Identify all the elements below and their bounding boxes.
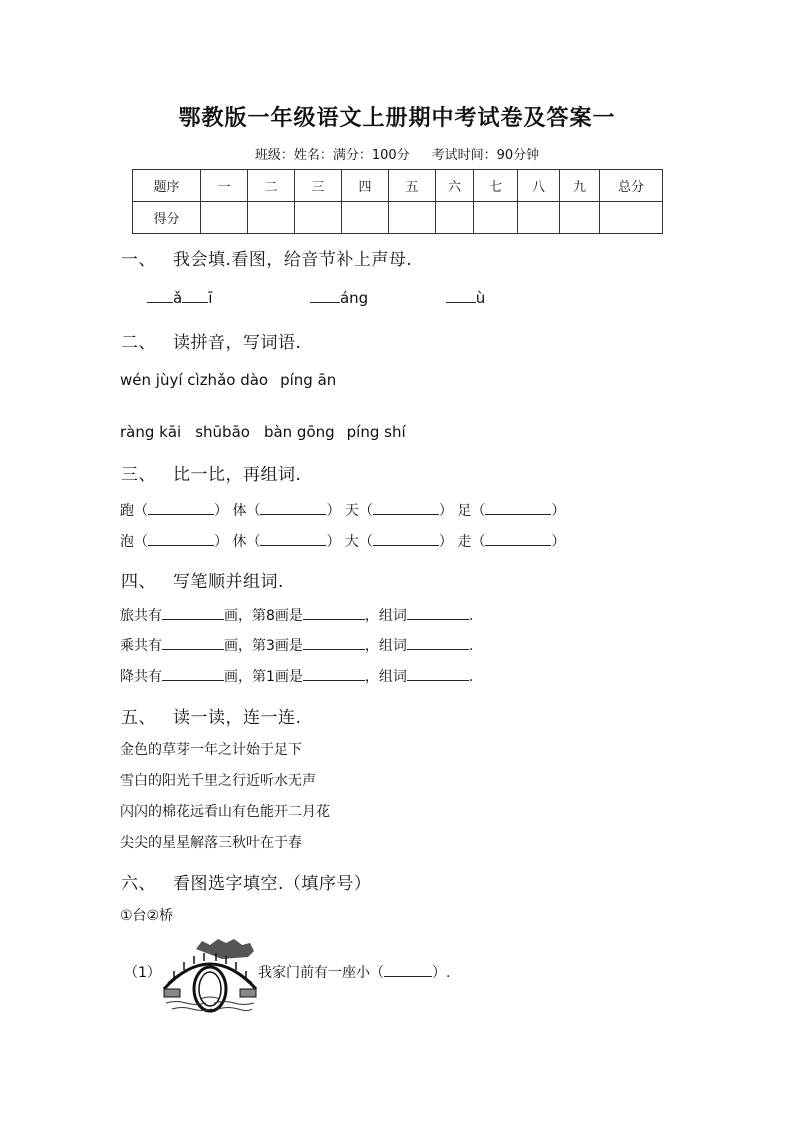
char: 足 — [457, 503, 472, 519]
paren: （ — [471, 534, 486, 550]
answer-blank[interactable] — [162, 605, 224, 620]
score-cell[interactable] — [201, 202, 248, 234]
pinyin-word: zhǎo dào — [199, 371, 269, 389]
bridge-illustration — [162, 937, 258, 1015]
pinyin-word: bāo — [222, 423, 250, 441]
paren: ） — [326, 534, 341, 550]
s6-question-1-number: （1） — [124, 965, 161, 981]
score-header-cell: 八 — [518, 170, 560, 202]
paren: （ — [471, 503, 486, 519]
section-number: 一、 — [121, 250, 156, 270]
char: 走 — [457, 534, 472, 550]
score-cell[interactable] — [389, 202, 436, 234]
answer-blank[interactable] — [407, 605, 469, 620]
section-number: 六、 — [121, 874, 156, 894]
exam-info — [0, 144, 794, 163]
pinyin-word: ràng kāi — [120, 423, 182, 441]
answer-blank[interactable] — [407, 635, 469, 650]
s2-pinyin-row-1 — [120, 371, 336, 389]
s5-match-line: 金色的草芽一年之计始于足下 — [120, 742, 302, 758]
s5-match-line: 雪白的阳光千里之行近听水无声 — [120, 773, 316, 789]
pinyin-word: shū — [195, 423, 223, 441]
prompt-text: . — [468, 608, 474, 624]
pinyin-word: bàn gōng — [263, 423, 335, 441]
s1-pinyin-blanks — [147, 288, 485, 307]
pinyin-final: ī — [208, 289, 213, 307]
score-cell[interactable] — [518, 202, 560, 234]
score-cell[interactable] — [474, 202, 518, 234]
answer-blank[interactable] — [310, 288, 340, 303]
pinyin-final: áng — [339, 289, 369, 307]
char: 跑 — [120, 503, 134, 519]
answer-blank[interactable] — [373, 531, 439, 546]
section-3-heading — [121, 460, 301, 485]
section-title: 写笔顺并组词. — [173, 572, 284, 592]
char: 泡 — [120, 534, 134, 550]
pinyin-word: píng shí — [346, 423, 406, 441]
score-cell[interactable] — [248, 202, 295, 234]
answer-blank[interactable] — [260, 500, 326, 515]
pinyin-word: yí cì — [169, 371, 200, 389]
prompt-text: 画，第3画是 — [224, 638, 303, 654]
score-table — [132, 169, 663, 234]
score-header-cell: 六 — [436, 170, 474, 202]
score-row-label: 得分 — [133, 202, 201, 234]
answer-blank[interactable] — [303, 605, 365, 620]
s2-pinyin-row-2 — [120, 423, 406, 441]
s4-stroke-line — [120, 605, 473, 625]
question-text: 我家门前有一座小（ — [258, 965, 384, 981]
pinyin-word: wén jù — [120, 371, 170, 389]
s6-question-1 — [258, 962, 450, 982]
answer-blank[interactable] — [485, 531, 551, 546]
score-header-cell: 总分 — [600, 170, 663, 202]
section-title: 读拼音，写词语. — [173, 333, 302, 353]
paren: （ — [246, 534, 261, 550]
s3-compare-row-2 — [120, 531, 565, 551]
score-header-cell: 四 — [342, 170, 389, 202]
answer-blank[interactable] — [162, 666, 224, 681]
prompt-text: . — [468, 638, 474, 654]
prompt-text: ，组词 — [364, 638, 407, 654]
score-cell[interactable] — [436, 202, 474, 234]
char: 体 — [232, 503, 247, 519]
section-4-heading — [121, 567, 284, 592]
score-cell[interactable] — [560, 202, 600, 234]
paren: ） — [551, 503, 566, 519]
prompt-text: 旅共有 — [120, 608, 162, 624]
score-cell[interactable] — [342, 202, 389, 234]
section-number: 四、 — [121, 572, 156, 592]
pinyin-final: ǎ — [173, 289, 183, 307]
exam-time-label: 考试时间：90分钟 — [431, 148, 540, 163]
score-table-score-row — [133, 202, 663, 234]
s6-options: ①台②桥 — [120, 908, 174, 924]
answer-blank[interactable] — [303, 666, 365, 681]
page-title: 鄂教版一年级语文上册期中考试卷及答案一 — [178, 105, 616, 131]
score-header-cell: 七 — [474, 170, 518, 202]
prompt-text: 降共有 — [120, 669, 162, 685]
s4-stroke-line — [120, 635, 473, 655]
section-title: 看图选字填空.（填序号） — [173, 874, 372, 894]
section-2-heading — [121, 328, 301, 353]
char: 大 — [344, 534, 359, 550]
class-name-score-label: 班级：姓名：满分：100分 — [254, 148, 410, 163]
section-number: 二、 — [121, 333, 156, 353]
prompt-text: 画，第8画是 — [224, 608, 303, 624]
score-header-cell: 五 — [389, 170, 436, 202]
score-header-cell: 九 — [560, 170, 600, 202]
s5-match-line: 闪闪的棉花远看山有色能开二月花 — [120, 804, 330, 820]
char: 天 — [344, 503, 359, 519]
question-text-end: ）. — [432, 965, 451, 981]
prompt-text: 乘共有 — [120, 638, 162, 654]
section-5-heading — [121, 703, 301, 728]
answer-blank[interactable] — [162, 635, 224, 650]
section-title: 读一读，连一连. — [173, 708, 302, 728]
char: 休 — [232, 534, 247, 550]
section-1-heading — [121, 245, 412, 270]
pinyin-word: píng ān — [280, 371, 337, 389]
section-6-heading — [121, 869, 371, 894]
section-number: 三、 — [121, 465, 156, 485]
paren: （ — [246, 503, 261, 519]
prompt-text: 画，第1画是 — [224, 669, 303, 685]
answer-blank[interactable] — [147, 288, 173, 303]
score-table-header-row — [133, 170, 663, 202]
prompt-text: ，组词 — [364, 608, 407, 624]
prompt-text: ，组词 — [364, 669, 407, 685]
section-number: 五、 — [121, 708, 156, 728]
s5-match-line: 尖尖的星星解落三秋叶在于春 — [120, 835, 302, 851]
section-title: 比一比，再组词. — [173, 465, 302, 485]
answer-blank[interactable] — [260, 531, 326, 546]
score-header-cell: 三 — [295, 170, 342, 202]
paren: ） — [551, 534, 566, 550]
paren: ） — [438, 503, 453, 519]
paren: ） — [214, 503, 228, 519]
answer-blank[interactable] — [407, 666, 469, 681]
pinyin-final: ù — [475, 289, 486, 307]
answer-blank[interactable] — [148, 531, 214, 546]
paren: （ — [134, 503, 148, 519]
answer-blank[interactable] — [303, 635, 365, 650]
answer-blank[interactable] — [384, 962, 432, 977]
prompt-text: . — [468, 669, 474, 685]
score-header-cell: 一 — [201, 170, 248, 202]
paren: ） — [214, 534, 228, 550]
paren: （ — [134, 534, 148, 550]
score-header-cell: 二 — [248, 170, 295, 202]
score-header-cell: 题序 — [133, 170, 201, 202]
s3-compare-row-1 — [120, 500, 565, 520]
paren: （ — [358, 503, 373, 519]
answer-blank[interactable] — [446, 288, 476, 303]
s4-stroke-line — [120, 666, 473, 686]
score-cell[interactable] — [295, 202, 342, 234]
paren: ） — [326, 503, 341, 519]
answer-blank[interactable] — [148, 500, 214, 515]
section-title: 我会填.看图，给音节补上声母. — [173, 250, 413, 270]
paren: （ — [358, 534, 373, 550]
answer-blank[interactable] — [485, 500, 551, 515]
score-cell[interactable] — [600, 202, 663, 234]
answer-blank[interactable] — [373, 500, 439, 515]
paren: ） — [438, 534, 453, 550]
answer-blank[interactable] — [182, 288, 208, 303]
